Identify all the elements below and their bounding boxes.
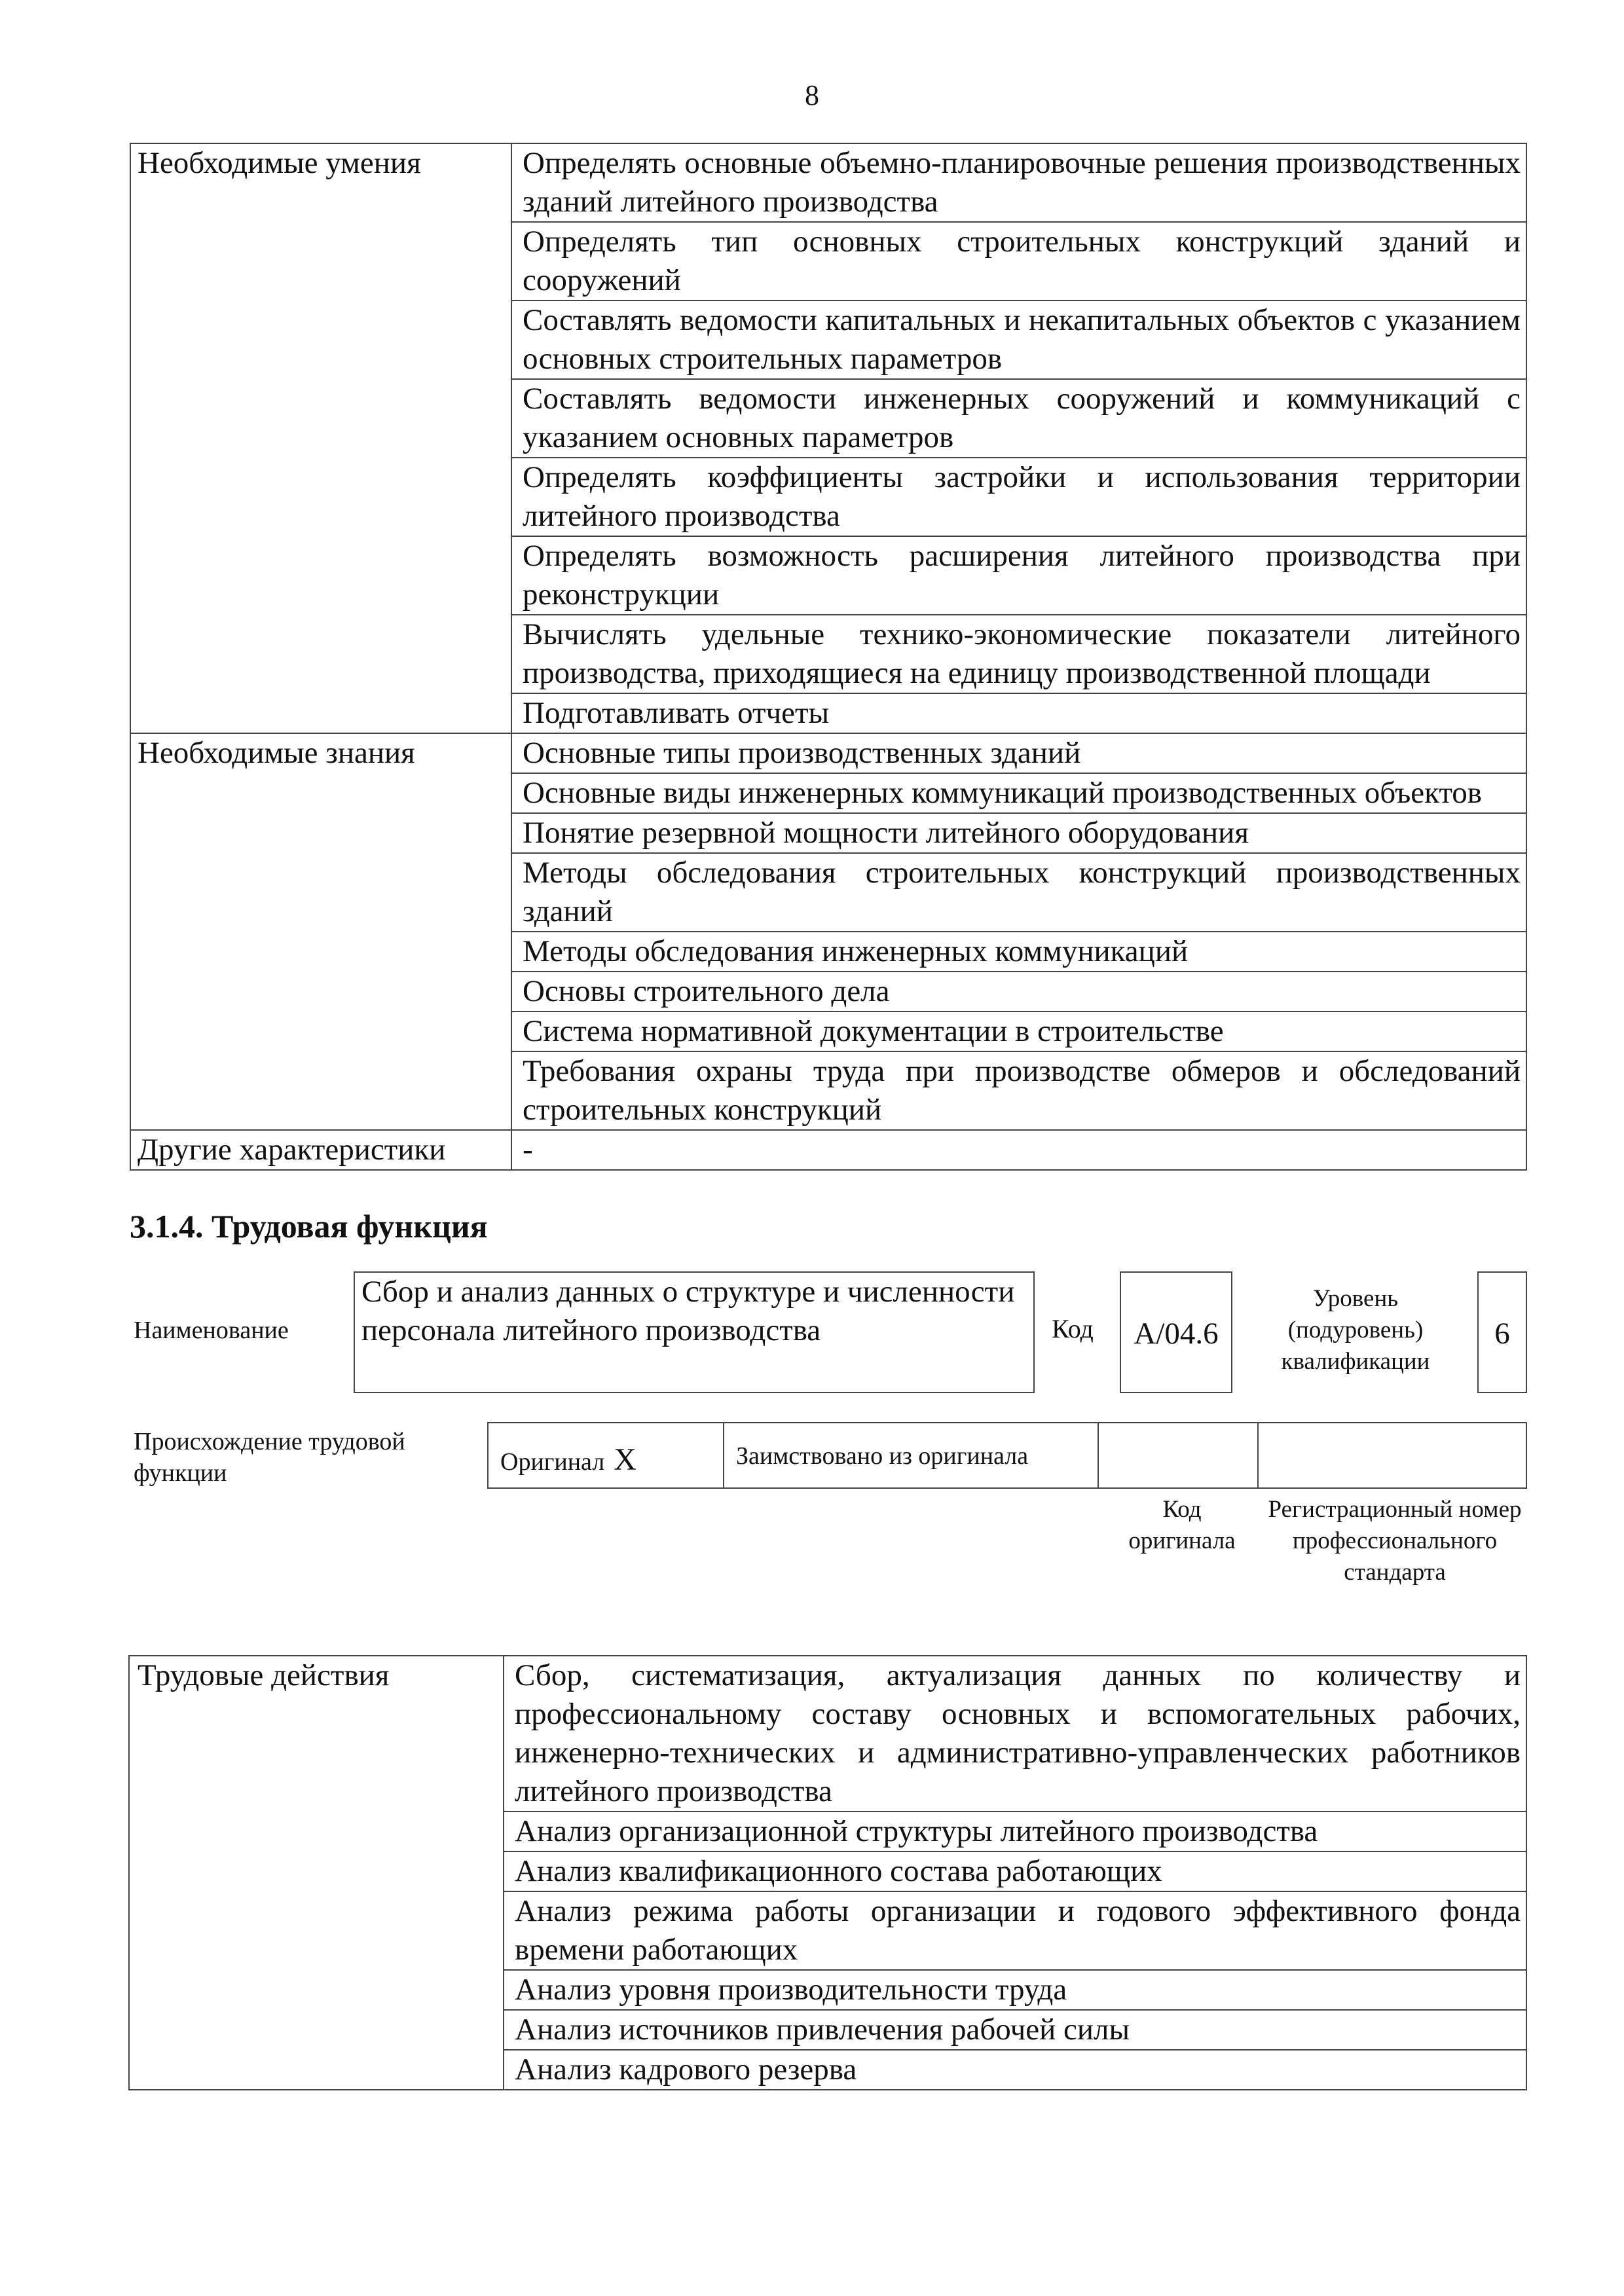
origin-label: Происхождение трудовой функции (134, 1428, 405, 1487)
function-name-value: Сбор и анализ данных о структуре и численности персонала литейного производства (354, 1271, 1035, 1393)
function-code-label: Код (1052, 1314, 1094, 1343)
function-name-label: Наименование (134, 1317, 289, 1344)
borrowed-label: Заимствовано из оригинала (736, 1442, 1029, 1470)
original-mark: X (614, 1442, 637, 1477)
table-row (130, 1130, 1526, 1170)
section-heading: 3.1.4. Трудовая функция (130, 1208, 488, 1245)
skill-item: Определять возможность расширения литейного производства при реконструкции (511, 536, 1526, 615)
original-cell (500, 1442, 637, 1478)
registration-number-caption: Регистрационный номер профессионального стандарта (1268, 1496, 1522, 1586)
divider (1098, 1423, 1099, 1487)
qualification-level-value: 6 (1477, 1271, 1527, 1393)
skills-knowledge-table (130, 143, 1527, 1171)
divider (1257, 1423, 1259, 1487)
other-item: - (511, 1130, 1526, 1170)
row-label-knowledge: Необходимые знания (130, 733, 511, 1130)
action-item: Анализ квалификационного состава работающих (504, 1851, 1526, 1891)
table-row (129, 1656, 1526, 1812)
knowledge-item: Требования охраны труда при производстве обмеров и обследований строительных конструкций (511, 1051, 1526, 1130)
table-row (130, 143, 1526, 222)
skill-item: Определять основные объемно-планировочные решения производственных зданий литейного производства (511, 143, 1526, 222)
knowledge-item: Основы строительного дела (511, 972, 1526, 1011)
row-label-skills: Необходимые умения (130, 143, 511, 733)
original-label: Оригинал (500, 1448, 605, 1476)
knowledge-item: Система нормативной документации в строительстве (511, 1011, 1526, 1051)
skill-item: Вычислять удельные технико-экономические показатели литейного производства, приходящиеся на единицу производственной площади (511, 615, 1526, 693)
code-original-caption: Код оригинала (1128, 1496, 1236, 1554)
knowledge-item: Методы обследования строительных конструкций производственных зданий (511, 853, 1526, 932)
knowledge-item: Понятие резервной мощности литейного оборудования (511, 813, 1526, 853)
row-label-actions: Трудовые действия (129, 1656, 504, 2090)
origin-box (487, 1422, 1527, 1489)
skill-item: Составлять ведомости инженерных сооружений и коммуникаций с указанием основных параметров (511, 379, 1526, 458)
page-number: 8 (805, 79, 819, 111)
skill-item: Составлять ведомости капитальных и некапитальных объектов с указанием основных строительных параметров (511, 301, 1526, 379)
action-item: Анализ режима работы организации и годового эффективного фонда времени работающих (504, 1891, 1526, 1970)
skill-item: Определять тип основных строительных конструкций зданий и сооружений (511, 222, 1526, 301)
action-item: Анализ организационной структуры литейного производства (504, 1812, 1526, 1851)
knowledge-item: Основные виды инженерных коммуникаций производственных объектов (511, 773, 1526, 813)
row-label-other: Другие характеристики (130, 1130, 511, 1170)
skill-item: Определять коэффициенты застройки и использования территории литейного производства (511, 458, 1526, 536)
labor-actions-table (128, 1655, 1527, 2090)
divider (723, 1423, 724, 1487)
knowledge-item: Методы обследования инженерных коммуникаций (511, 932, 1526, 972)
function-code-value: A/04.6 (1120, 1271, 1232, 1393)
table-row (130, 733, 1526, 773)
action-item: Анализ уровня производительности труда (504, 1970, 1526, 2010)
action-item: Сбор, систематизация, актуализация данных по количеству и профессиональному составу основных и вспомогательных рабочих, инженерно-технических и административно-управленческих работников литейного производства (504, 1656, 1526, 1812)
skill-item: Подготавливать отчеты (511, 693, 1526, 733)
qualification-level-label: Уровень (подуровень) квалификации (1281, 1285, 1430, 1375)
action-item: Анализ источников привлечения рабочей силы (504, 2010, 1526, 2050)
knowledge-item: Основные типы производственных зданий (511, 733, 1526, 773)
action-item: Анализ кадрового резерва (504, 2050, 1526, 2090)
